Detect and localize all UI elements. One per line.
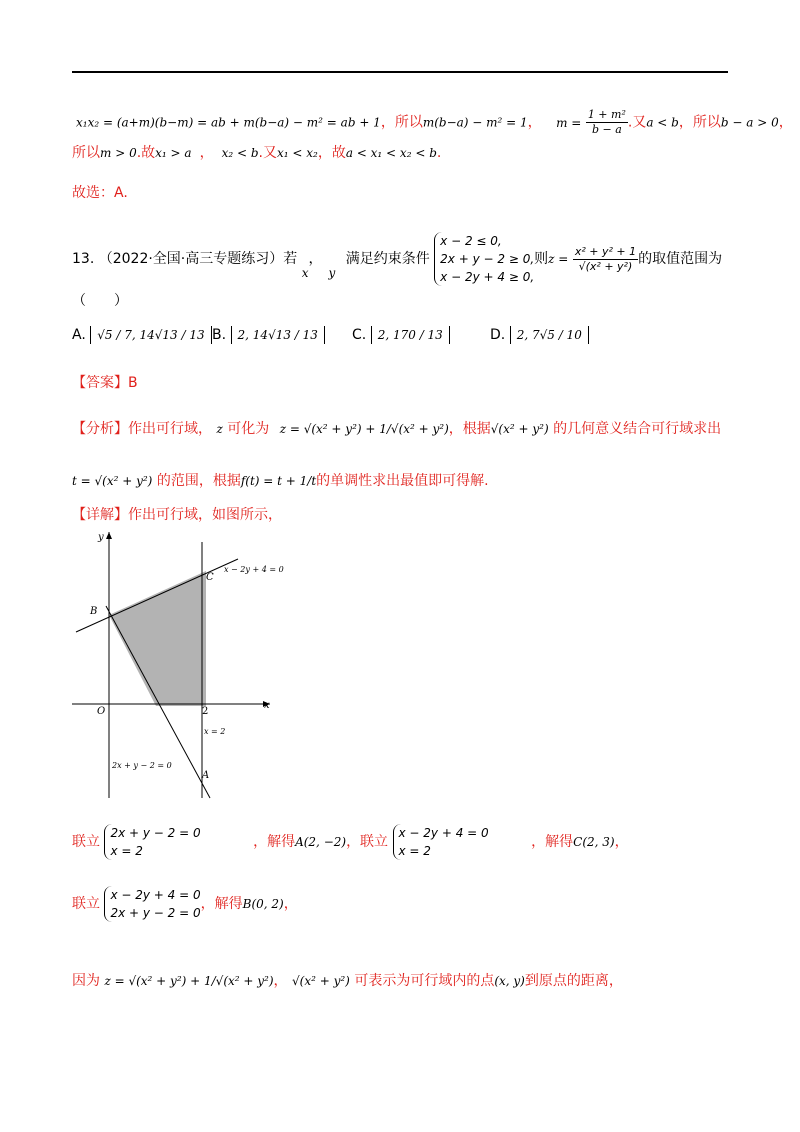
answer-value: B — [128, 375, 138, 391]
option-b[interactable] — [212, 326, 325, 344]
equation: x₁x₂ = (a+m)(b−m) = ab + m(b−a) − m² = ab + 1 — [76, 115, 381, 130]
equation: z = — [548, 252, 569, 266]
line-x-label: x = 2 — [204, 727, 226, 736]
text: 作出可行域， — [128, 421, 212, 437]
equation: x₁ < x₂ — [276, 146, 318, 160]
text: ，所以 — [678, 114, 721, 131]
interval-high: 7√5 / 10 — [531, 328, 582, 342]
text: ，解得 — [200, 896, 243, 912]
line-c-label: x − 2y + 4 = 0 — [224, 565, 284, 574]
origin-label: O — [97, 706, 106, 717]
equation: x − 2y + 4 = 0 — [398, 826, 489, 840]
interval-low: √5 / 7 — [97, 328, 132, 342]
text: . — [436, 145, 442, 161]
point-c-label: C — [206, 572, 214, 583]
constraint: x − 2y + 4 ≥ 0, — [440, 270, 535, 284]
equation: a < b — [646, 115, 679, 130]
text: 则 — [534, 251, 549, 267]
detail-tag: 【详解】 — [72, 507, 128, 523]
header-rule — [72, 71, 728, 73]
solve-line-1 — [72, 824, 629, 860]
analysis-tag: 【分析】 — [72, 421, 128, 437]
formula: t = √(x² + y²) — [72, 474, 153, 488]
text: ，联立 — [346, 834, 389, 850]
answer-line — [72, 374, 138, 392]
interval: 2, 14√13 / 13 — [231, 326, 325, 344]
question-source: （2022·全国·高三专题练习）若 — [98, 251, 298, 267]
var-z: z — [216, 422, 223, 436]
line-a-label: 2x + y − 2 = 0 — [112, 761, 172, 770]
result: B(0, 2) — [242, 897, 284, 911]
text: ， — [308, 251, 323, 267]
text: ， — [527, 114, 542, 131]
equation: m(b−a) − m² = 1 — [422, 115, 528, 130]
formula: z = √(x² + y²) + 1/√(x² + y²) — [104, 974, 274, 988]
text: 作出可行域，如图所示， — [128, 507, 282, 523]
var-x: x — [301, 266, 309, 280]
question-number: 13. — [72, 251, 95, 267]
text: ，故 — [317, 145, 346, 161]
detail-line — [72, 506, 282, 524]
text: ，解得 — [531, 834, 574, 850]
proof-line-2 — [72, 144, 441, 162]
text: ，所以 — [380, 114, 423, 131]
text: ， — [273, 973, 288, 989]
equation-system — [104, 886, 200, 922]
numerator: 1 + m² — [587, 108, 626, 121]
y-axis-label: y — [98, 532, 104, 543]
question-13 — [72, 232, 722, 286]
interval: 2, 7√5 / 10 — [510, 326, 589, 344]
constraint: x − 2 ≤ 0, — [440, 234, 502, 248]
equation: x = 2 — [110, 844, 143, 858]
text: 所以 — [72, 145, 100, 161]
equation: b − a > 0 — [720, 115, 779, 130]
equation-system — [393, 824, 489, 860]
text: 可表示为可行域内的点 — [354, 973, 495, 989]
text: 的几何意义结合可行域求出 — [553, 421, 722, 437]
equation: x₂ < b — [221, 146, 259, 160]
denominator: √(x² + y²) — [578, 259, 633, 273]
interval-low: 2 — [516, 328, 525, 342]
option-label: C. — [352, 327, 367, 343]
final-line — [72, 972, 623, 990]
text: ，根据 — [448, 421, 491, 437]
text: ， — [199, 145, 214, 161]
fraction — [573, 245, 638, 274]
equation: 2x + y − 2 = 0 — [110, 826, 201, 840]
interval-low: 2 — [237, 328, 246, 342]
answer-tag: 【答案】 — [72, 375, 128, 391]
equation: m = — [556, 115, 582, 130]
point-a-label: A — [202, 770, 210, 781]
feasible-region-graph — [72, 528, 302, 800]
text: ，解得 — [253, 834, 296, 850]
y-axis-arrow — [106, 532, 112, 539]
formula: √(x² + y²) — [292, 974, 350, 988]
var-y: y — [328, 266, 336, 280]
option-a[interactable] — [72, 326, 212, 344]
x-axis-label: x — [264, 700, 270, 711]
interval-low: 2 — [377, 328, 386, 342]
proof-line-1 — [76, 108, 793, 137]
fraction — [586, 108, 628, 137]
analysis-line-2 — [72, 472, 489, 490]
text: 到原点的距离， — [524, 973, 623, 989]
interval-high: 14√13 / 13 — [252, 328, 318, 342]
equation: x = 2 — [398, 844, 431, 858]
text: 可化为 — [227, 421, 270, 437]
tick-label: 2 — [202, 706, 209, 717]
interval: √5 / 7, 14√13 / 13 — [90, 326, 211, 344]
text: 的取值范围为 — [638, 251, 723, 267]
numerator: x² + y² + 1 — [574, 244, 637, 258]
equation: m > 0 — [100, 146, 137, 160]
constraint: 2x + y − 2 ≥ 0, — [440, 252, 535, 266]
result: C(2, 3) — [573, 835, 615, 849]
interval-high: 170 / 13 — [392, 328, 443, 342]
option-c[interactable] — [352, 326, 450, 344]
point-b-label: B — [90, 606, 98, 617]
solve-line-2 — [72, 886, 298, 922]
text: 因为 — [72, 973, 100, 989]
text: 的单调性求出最值即可得解. — [316, 473, 489, 489]
text: ， — [614, 834, 629, 850]
option-d[interactable] — [490, 326, 589, 344]
formula: √(x² + y²) — [490, 422, 549, 436]
equation-system — [104, 824, 200, 860]
formula: z = √(x² + y²) + 1/√(x² + y²) — [279, 422, 449, 436]
equation: x − 2y + 4 = 0 — [110, 888, 201, 902]
question-paren: （ ） — [72, 293, 128, 309]
equation: x₁ > a — [155, 146, 192, 160]
denominator: b − a — [591, 123, 622, 136]
option-label: D. — [490, 327, 506, 343]
text: ， — [778, 114, 793, 131]
interval-high: 14√13 / 13 — [139, 328, 205, 342]
analysis-line-1 — [72, 420, 721, 438]
previous-answer: 故选：A. — [72, 185, 128, 201]
option-label: A. — [72, 327, 86, 343]
text: 的范围，根据 — [156, 473, 241, 489]
option-label: B. — [212, 327, 227, 343]
point: (x, y) — [494, 974, 525, 988]
text: ， — [283, 896, 298, 912]
text: 联立 — [72, 834, 100, 850]
text: 满足约束条件 — [345, 251, 430, 267]
result: A(2, −2) — [295, 835, 347, 849]
interval: 2, 170 / 13 — [371, 326, 450, 344]
constraint-system — [434, 232, 534, 286]
equation: a < x₁ < x₂ < b — [345, 146, 437, 160]
equation: 2x + y − 2 = 0 — [110, 906, 201, 920]
text: .又 — [627, 114, 647, 131]
text: .故 — [136, 145, 156, 161]
formula: f(t) = t + 1/t — [240, 474, 317, 488]
text: 联立 — [72, 896, 100, 912]
text: .又 — [258, 145, 277, 161]
